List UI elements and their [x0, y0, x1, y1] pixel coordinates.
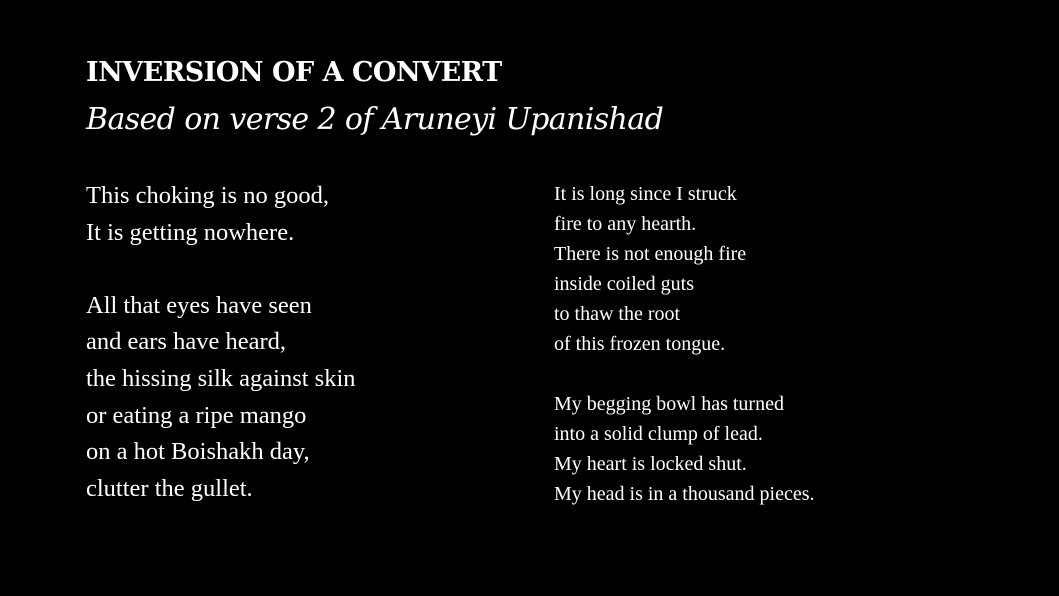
poem-line: clutter the gullet. — [86, 474, 253, 502]
left-stanza-2 — [86, 288, 526, 508]
poem-subtitle: Based on verse 2 of Aruneyi Upanishad — [86, 102, 664, 137]
poem-line: inside coiled guts — [554, 273, 694, 295]
poem-line: and ears have heard, — [86, 328, 286, 356]
poem-line: It is long since I struck — [554, 183, 737, 205]
poem-line: or eating a ripe mango — [86, 401, 307, 429]
poem-line: fire to any hearth. — [554, 213, 697, 235]
poem-line: the hissing silk against skin — [86, 364, 356, 392]
poem-line: This choking is no good, — [86, 182, 329, 209]
poem-title: INVERSION OF A CONVERT — [86, 57, 502, 88]
poem-line: There is not enough fire — [554, 243, 747, 265]
poem-line: It is getting nowhere. — [86, 218, 295, 246]
poem-line: of this frozen tongue. — [554, 333, 726, 355]
right-column — [554, 179, 1034, 509]
left-stanza-1 — [86, 178, 526, 251]
poem-line: to thaw the root — [554, 303, 681, 325]
poem-line: My head is in a thousand pieces. — [554, 483, 815, 505]
poem-line: My begging bowl has turned — [554, 393, 784, 415]
poem-line: on a hot Boishakh day, — [86, 438, 310, 466]
poem-line: into a solid clump of lead. — [554, 423, 763, 445]
right-stanza-1 — [554, 179, 1034, 359]
poem-line: All that eyes have seen — [86, 291, 312, 319]
right-stanza-2 — [554, 389, 1034, 509]
poem-line: My heart is locked shut. — [554, 453, 747, 475]
left-column — [86, 178, 526, 507]
